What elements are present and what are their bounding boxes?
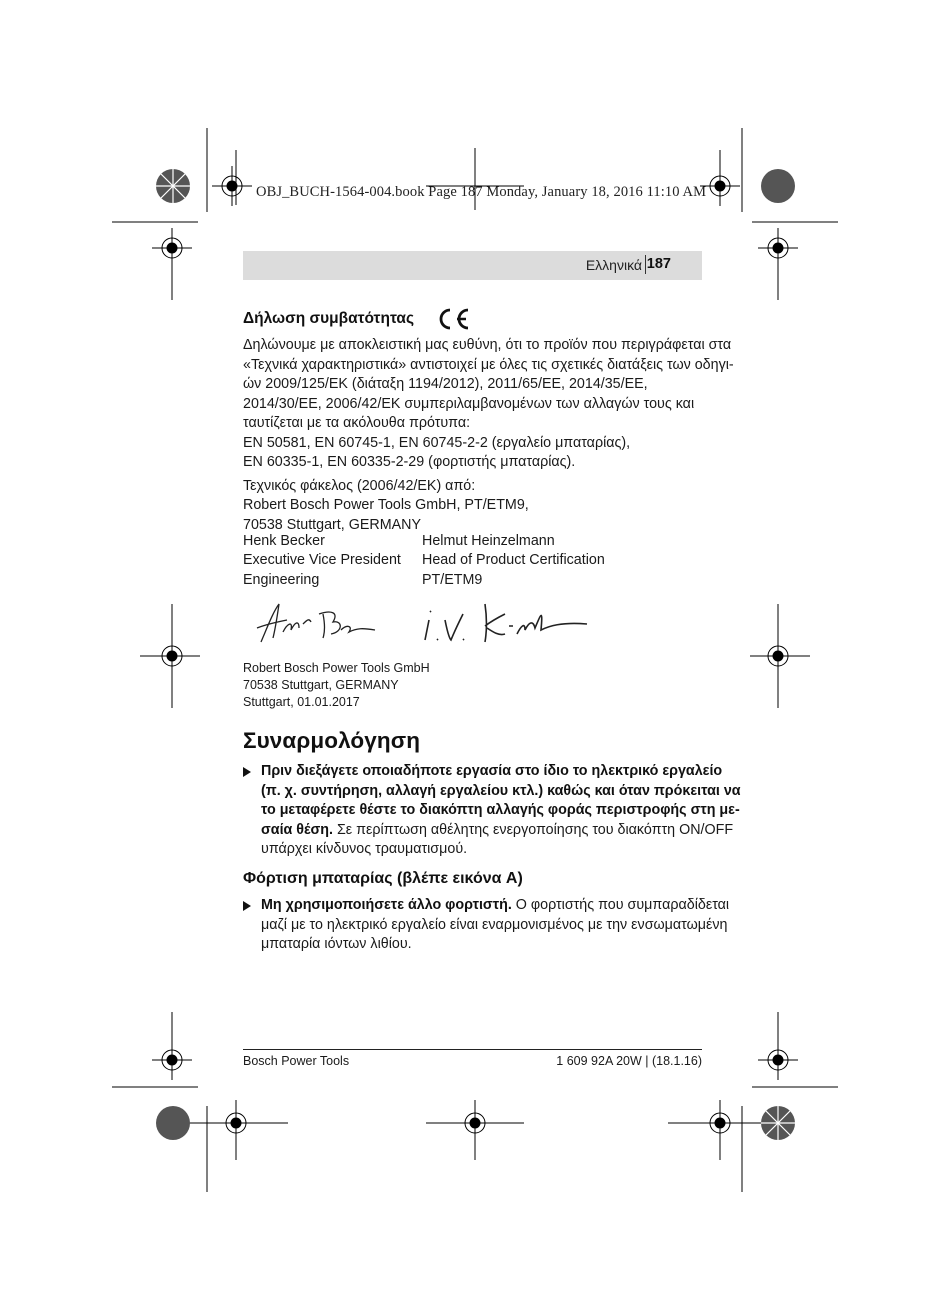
charging-normal-line: μαζί με το ηλεκτρικό εργαλείο είναι εναρμονισμένος με την ενσωματωμένη (261, 916, 728, 933)
page-header-bar (243, 251, 702, 280)
signatory-left (243, 532, 401, 590)
signatory-right (422, 532, 605, 590)
signature-right (421, 600, 591, 646)
assembly-title: Συναρμολόγηση (243, 728, 421, 753)
signatory-name: Helmut Heinzelmann (422, 533, 555, 549)
bullet-arrow-icon (243, 767, 251, 777)
declaration-line: ταυτίζεται με τα ακόλουθα πρότυπα: (243, 415, 471, 431)
footer-publisher: Bosch Power Tools (243, 1054, 350, 1068)
company-block (243, 660, 430, 711)
ce-mark-icon (435, 306, 471, 332)
company-address: 70538 Stuttgart, GERMANY (243, 678, 399, 692)
place-and-date: Stuttgart, 01.01.2017 (243, 695, 360, 709)
declaration-text (243, 336, 734, 535)
technical-file-line: Robert Bosch Power Tools GmbH, PT/ETM9, (243, 497, 529, 513)
declaration-line: EN 50581, EN 60745-1, EN 60745-2-2 (εργαλείο μπαταρίας), (243, 434, 631, 451)
signature-left (253, 598, 383, 648)
warning-bold-line: (π. χ. συντήρηση, αλλαγή εργαλείου κτλ.) καθώς και όταν πρόκειται να (261, 782, 741, 799)
declaration-line: EN 60335-1, EN 60335-2-29 (φορτιστής μπαταρίας). (243, 454, 576, 470)
footer-document-code: 1 609 92A 20W | (18.1.16) (556, 1054, 702, 1068)
warning-bold-line: το μεταφέρετε θέστε το διακόπτη αλλαγής φοράς περιστροφής στη με- (261, 802, 740, 818)
signatory-department: Engineering (243, 571, 320, 588)
declaration-line: ών 2009/125/ΕΚ (διάταξη 1194/2012), 2011/65/ΕΕ, 2014/35/ΕΕ, (243, 376, 648, 392)
file-header: OBJ_BUCH-1564-004.book Page 187 Monday, January 18, 2016 11:10 AM (256, 184, 707, 200)
declaration-line: Δηλώνουμε με αποκλειστική μας ευθύνη, ότι το προϊόν που περιγράφεται στα (243, 337, 732, 353)
charging-normal-line: μπαταρία ιόντων λιθίου. (261, 936, 412, 952)
warning-bold-tail: σαία θέση. (261, 821, 333, 838)
warning-normal-line: υπάρχει κίνδυνος τραυματισμού. (261, 841, 468, 857)
declaration-line: «Τεχνικά χαρακτηριστικά» αντιστοιχεί με όλες τις σχετικές διατάξεις των οδηγι- (243, 356, 734, 373)
signatory-department: PT/ETM9 (422, 571, 483, 588)
warning-bold-line: Πριν διεξάγετε οποιαδήποτε εργασία στο ίδιο το ηλεκτρικό εργαλείο (261, 763, 723, 779)
header-language: Ελληνικά (585, 257, 642, 273)
charging-title: Φόρτιση μπαταρίας (βλέπε εικόνα A) (243, 870, 523, 887)
warning-normal-tail: Σε περίπτωση αθέλητης ενεργοποίησης του διακόπτη ON/OFF (332, 821, 734, 838)
signatory-title: Head of Product Certification (422, 552, 605, 569)
charging-warning (243, 896, 729, 955)
signatory-title: Executive Vice President (243, 552, 401, 569)
signatory-name: Henk Becker (243, 533, 325, 549)
charging-bold: Μη χρησιμοποιήσετε άλλο φορτιστή. (261, 897, 512, 913)
assembly-warning (243, 762, 741, 860)
company-name: Robert Bosch Power Tools GmbH (243, 661, 430, 675)
declaration-title: Δήλωση συμβατότητας (243, 310, 415, 327)
page-number: 187 (646, 256, 671, 272)
technical-file-line: Τεχνικός φάκελος (2006/42/ΕΚ) από: (243, 477, 476, 494)
technical-file-line: 70538 Stuttgart, GERMANY (243, 516, 421, 533)
charging-normal-first: Ο φορτιστής που συμπαραδίδεται (511, 897, 730, 913)
bullet-arrow-icon (243, 901, 251, 911)
footer-rule (243, 1049, 702, 1050)
declaration-line: 2014/30/ΕΕ, 2006/42/ΕΚ συμπεριλαμβανομένων των αλλαγών τους και (243, 395, 695, 412)
